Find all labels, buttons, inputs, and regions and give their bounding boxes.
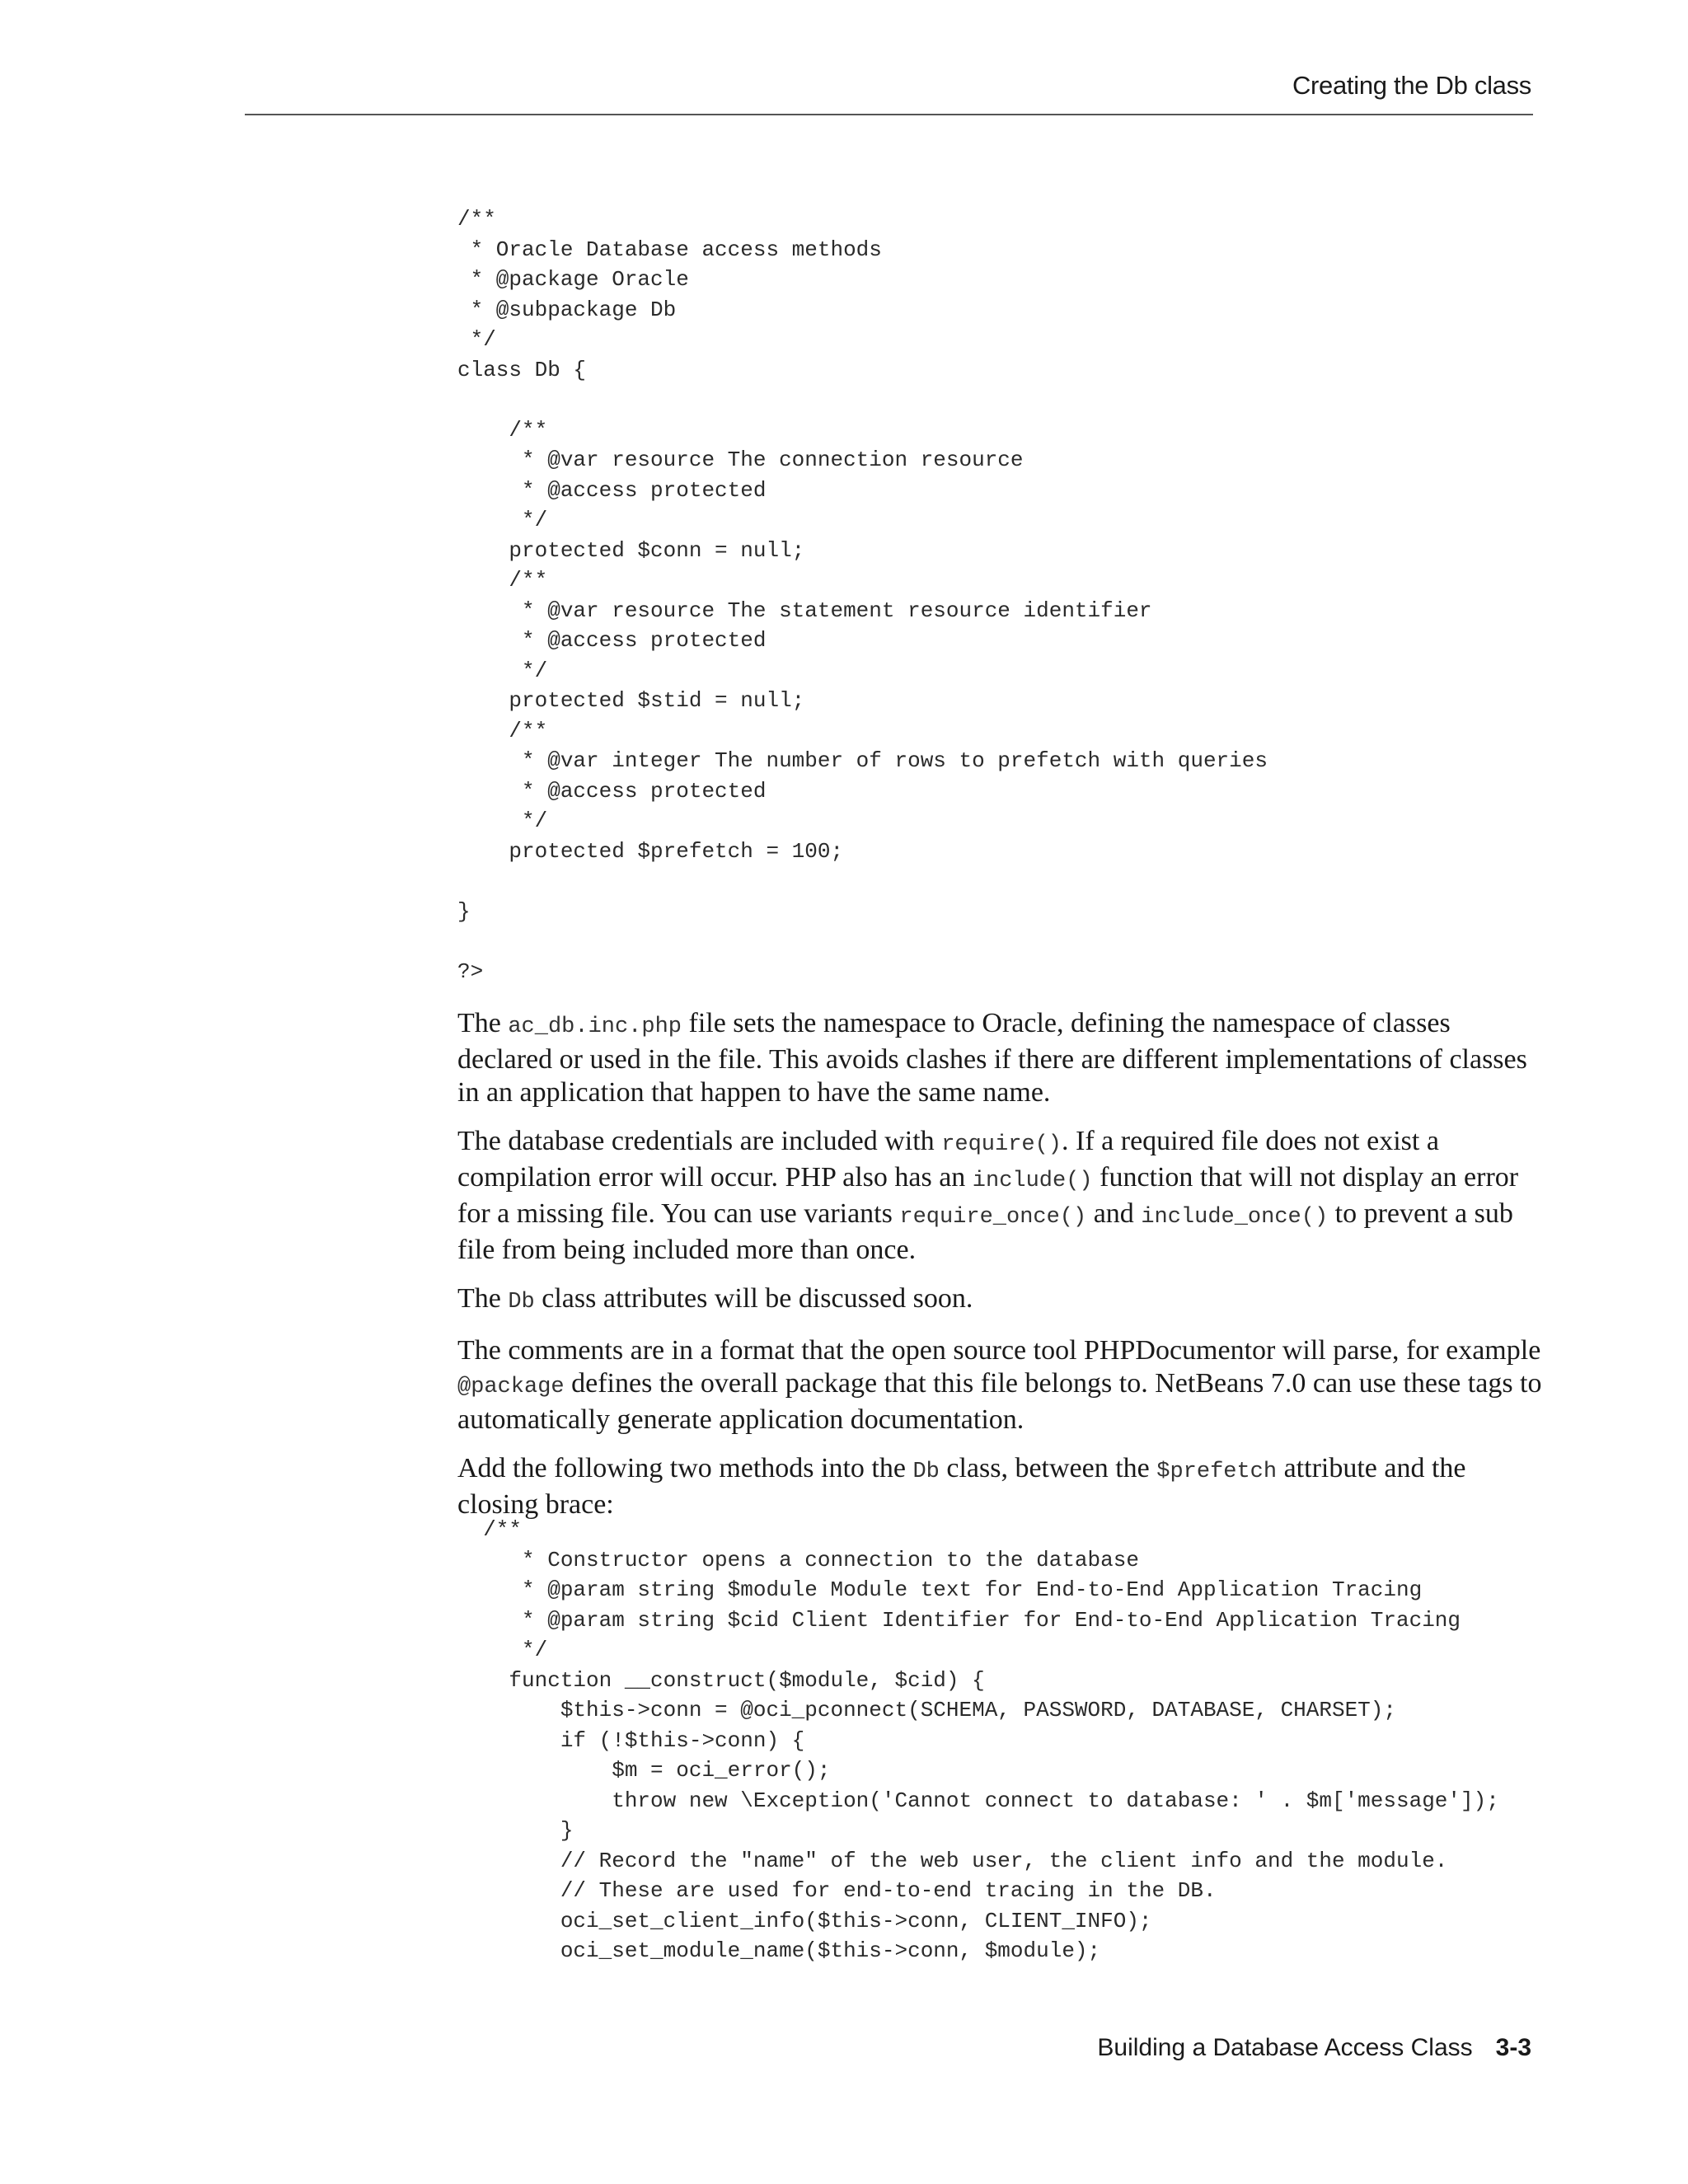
page-number: 3-3 [1495, 2034, 1531, 2061]
code-block-constructor [457, 1515, 1499, 1966]
code-line: * Oracle Database access methods [457, 237, 882, 262]
code-line: /** [457, 1517, 523, 1542]
inline-code: Db [912, 1460, 940, 1484]
code-line: $this->conn = @oci_pconnect(SCHEMA, PASSWORD, DATABASE, CHARSET); [457, 1698, 1396, 1722]
paragraph-credentials: The database credentials are included with require(). If a required file does not exist a compilation error will occur. PHP also has an include() function that will not display an error for a missing file. You can use variants require_once() and include_once() to prevent a sub file from being included more than once. [457, 1126, 1519, 1265]
inline-code: @package [457, 1375, 565, 1399]
code-line: */ [457, 508, 548, 532]
inline-code: include() [972, 1169, 1093, 1193]
paragraph-add-methods: Add the following two methods into the Db class, between the $prefetch attribute and the closing brace: [457, 1453, 1466, 1520]
code-line: protected $prefetch = 100; [457, 838, 844, 864]
inline-code: include_once() [1141, 1205, 1329, 1230]
code-line: * @access protected [457, 628, 767, 653]
code-line: throw new \Exception('Cannot connect to database: ' . $m['message']); [457, 1788, 1499, 1813]
code-line: * @access protected [457, 778, 767, 804]
code-line: /** [457, 718, 548, 743]
inline-code: require_once() [899, 1205, 1087, 1230]
code-line: $m = oci_error(); [457, 1758, 831, 1783]
code-line: * Constructor opens a connection to the database [457, 1547, 1139, 1572]
footer-chapter-title: Building a Database Access Class [1097, 2034, 1473, 2061]
code-line: * @subpackage Db [457, 297, 677, 322]
code-line: protected $conn = null; [457, 537, 805, 563]
code-line: * @param string $module Module text for End-to-End Application Tracing [457, 1577, 1423, 1602]
code-line: // These are used for end-to-end tracing in the DB. [457, 1878, 1217, 1903]
code-block-class-db [457, 204, 1268, 987]
code-line: oci_set_module_name($this->conn, $module); [457, 1938, 1101, 1963]
running-header-title: Creating the Db class [1292, 71, 1531, 100]
inline-code: $prefetch [1156, 1460, 1278, 1484]
paragraph-class-attributes: The Db class attributes will be discussed soon. [457, 1283, 973, 1315]
code-line: protected $stid = null; [457, 688, 805, 713]
inline-code: ac_db.inc.php [508, 1015, 682, 1039]
code-line: // Record the "name" of the web user, the client info and the module. [457, 1848, 1448, 1873]
code-line: /** [457, 207, 496, 232]
code-line: * @var resource The connection resource [457, 448, 1024, 472]
header-divider [245, 114, 1533, 115]
code-line: */ [457, 658, 548, 683]
page-footer [1097, 2034, 1531, 2062]
code-line: * @access protected [457, 477, 767, 503]
code-line: /** [457, 417, 548, 443]
body-text [457, 1007, 1545, 1537]
code-line: */ [457, 327, 496, 352]
code-line: if (!$this->conn) { [457, 1727, 805, 1753]
code-line: /** [457, 568, 548, 593]
code-line: oci_set_client_info($this->conn, CLIENT_INFO); [457, 1908, 1152, 1933]
paragraph-namespace: The ac_db.inc.php file sets the namespace to Oracle, defining the namespace of classes declared or used in the file. This avoids clashes if there are different implementations of classes in an application that happen to have the same name. [457, 1008, 1527, 1108]
inline-code: require() [941, 1132, 1062, 1157]
code-line: */ [457, 1638, 548, 1662]
code-line: * @var resource The statement resource identifier [457, 598, 1152, 623]
paragraph-phpdocumentor: The comments are in a format that the open source tool PHPDocumentor will parse, for example @package defines the overall package that this file belongs to. NetBeans 7.0 can use these tags to automatically generate application documentation. [457, 1335, 1542, 1435]
code-line: * @param string $cid Client Identifier for End-to-End Application Tracing [457, 1607, 1461, 1633]
code-line: * @package Oracle [457, 267, 689, 292]
code-line: */ [457, 808, 548, 833]
inline-code: Db [508, 1290, 535, 1315]
code-line: ?> [457, 958, 484, 984]
code-line: function __construct($module, $cid) { [457, 1667, 985, 1693]
code-line: * @var integer The number of rows to prefetch with queries [457, 748, 1268, 773]
code-line: } [457, 898, 471, 924]
code-line: class Db { [457, 357, 587, 382]
code-line: } [457, 1818, 574, 1843]
